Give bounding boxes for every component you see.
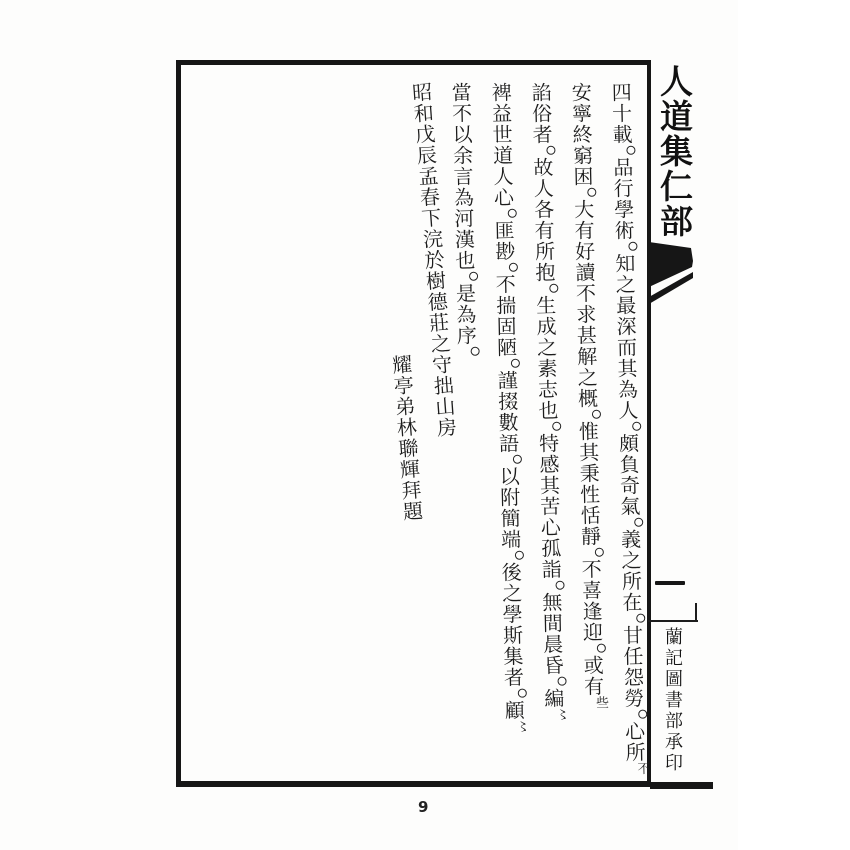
ideographic-stop <box>514 551 523 560</box>
ideographic-stop <box>507 209 516 218</box>
ideographic-stop <box>591 410 600 419</box>
page-number: 9 <box>418 798 429 816</box>
ideographic-stop <box>470 347 479 356</box>
ideographic-stop <box>626 146 635 155</box>
ideographic-stop <box>555 581 564 590</box>
ideographic-stop <box>508 263 517 272</box>
small-inserted-char: 〻 <box>553 707 569 721</box>
ideographic-stop <box>638 710 647 719</box>
ideographic-stop <box>468 272 477 281</box>
ideographic-stop <box>594 548 603 557</box>
ideographic-stop <box>634 518 643 527</box>
ideographic-stop <box>517 689 526 698</box>
ideographic-stop <box>510 359 519 368</box>
ideographic-stop <box>546 146 555 155</box>
text-column-6: 昭和戊辰孟春下浣於樹德莊之守拙山房 <box>408 81 459 439</box>
frame-bottom-extension <box>650 782 713 789</box>
text-column-3: 諂俗者故人各有所抱生成之素志也特感其苦心孤詣無間晨昏編〻 <box>528 81 569 721</box>
ideographic-stop <box>596 644 605 653</box>
text-column-7: 耀亭弟林聯輝拜題 <box>388 353 425 523</box>
colophon-right-tick <box>695 603 697 621</box>
preface-columns <box>360 81 650 788</box>
folio-number-stroke <box>655 581 685 585</box>
colophon-divider-line <box>648 620 698 622</box>
ideographic-stop <box>587 188 596 197</box>
ideographic-stop <box>632 422 641 431</box>
ideographic-stop <box>549 284 558 293</box>
folio-number <box>648 572 694 594</box>
ideographic-stop <box>512 455 521 464</box>
ideographic-stop <box>552 422 561 431</box>
fishtail-mark <box>648 241 695 305</box>
fold-strip-title: 人道集仁部 <box>655 64 694 239</box>
text-column-5: 當不以余言為河漢也是為序 <box>440 82 495 789</box>
text-column-2: 安寧終窮困大有好讀不求甚解之概惟其秉性恬靜不喜逢迎或有些 <box>568 81 609 709</box>
text-column-4: 裨益世道人心匪尠不揣固陋謹掇數語以附簡端後之學斯集者顧〻 <box>488 81 529 733</box>
small-inserted-char: 不 <box>634 761 650 775</box>
text-column-1: 四十載品行學術知之最深而其為人頗負奇氣義之所在甘任怨勞心所不 <box>608 81 650 775</box>
ideographic-stop <box>557 677 566 686</box>
ideographic-stop <box>628 242 637 251</box>
small-inserted-char: 〻 <box>513 719 529 733</box>
ideographic-stop <box>636 614 645 623</box>
small-inserted-char: 些 <box>592 695 609 709</box>
publisher-imprint: 蘭記圖書部承印 <box>662 627 683 774</box>
